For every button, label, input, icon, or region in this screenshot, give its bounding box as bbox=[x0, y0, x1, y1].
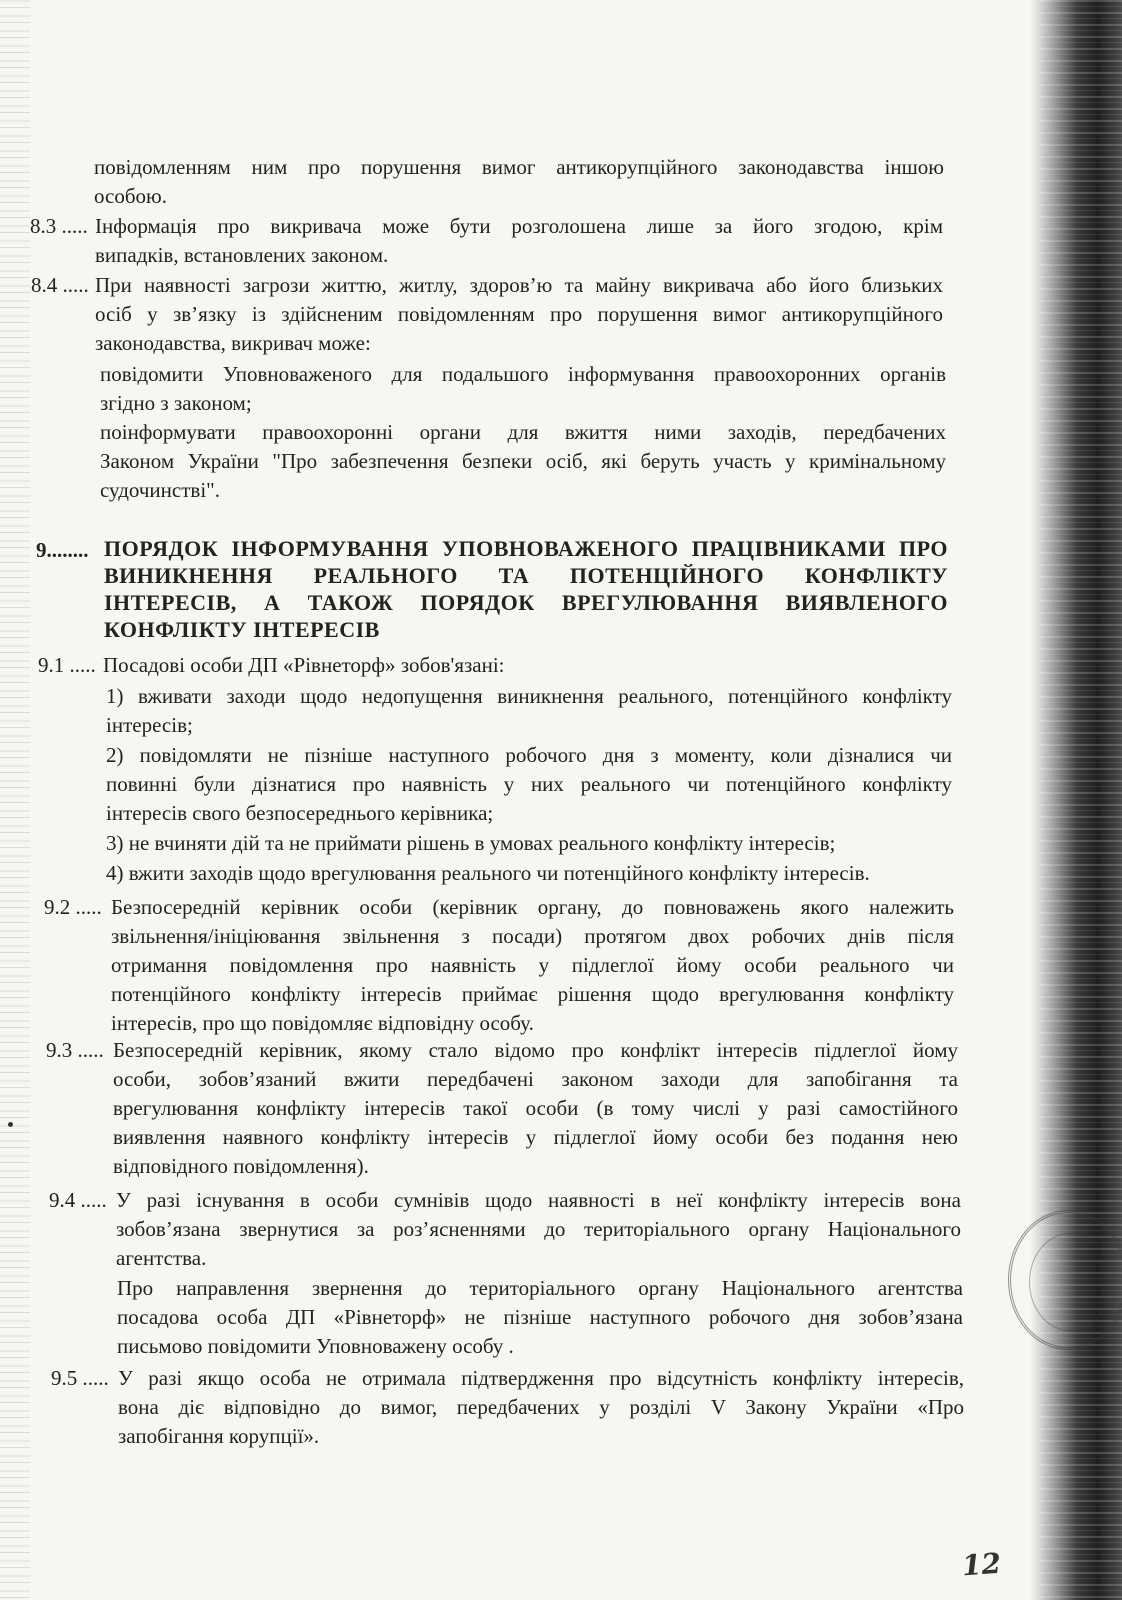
stamp-seal-inner bbox=[1029, 1233, 1111, 1331]
text-line: Безпосередній керівник, якому стало відомо про конфлікт інтересів підлеглої йому bbox=[113, 1038, 958, 1062]
text-line: інтересів; bbox=[106, 713, 193, 737]
scan-dot bbox=[8, 1122, 13, 1127]
text-line: 2) повідомляти не пізніше наступного робочого дня з моменту, коли дізналися чи bbox=[106, 743, 952, 767]
scan-edge-noise bbox=[0, 0, 30, 1600]
text-line: зобов’язана звернутися за роз’ясненнями до територіального органу Національного bbox=[116, 1217, 961, 1241]
clause-number: 9.5 ..... bbox=[51, 1366, 109, 1390]
text-line: 1) вживати заходи щодо недопущення виникнення реального, потенційного конфлікту bbox=[106, 684, 952, 708]
text-line: письмово повідомити Уповноважену особу . bbox=[117, 1334, 514, 1358]
text-line: випадків, встановлених законом. bbox=[95, 243, 389, 267]
text-line: посадова особа ДП «Рівнеторф» не пізніше наступного робочого дня зобов’язана bbox=[117, 1305, 963, 1329]
page-number: 12 bbox=[960, 1546, 1003, 1583]
text-line: агентства. bbox=[116, 1246, 207, 1270]
text-line: інтересів свого безпосереднього керівника; bbox=[106, 801, 494, 825]
text-line: У разі якщо особа не отримала підтвердження про відсутність конфлікту інтересів, bbox=[118, 1366, 964, 1390]
text-line: судочинстві". bbox=[100, 478, 220, 502]
text-line: згідно з законом; bbox=[100, 391, 252, 415]
text-line: виявлення наявного конфлікту інтересів у підлеглої йому особи без подання нею bbox=[113, 1125, 958, 1149]
section-heading: ВИНИКНЕННЯ РЕАЛЬНОГО ТА ПОТЕНЦІЙНОГО КОНФЛІКТУ bbox=[104, 563, 948, 588]
clause-number: 9.4 ..... bbox=[49, 1188, 107, 1212]
text-line: запобігання корупції». bbox=[118, 1424, 320, 1448]
section-heading: ІНТЕРЕСІВ, А ТАКОЖ ПОРЯДОК ВРЕГУЛЮВАННЯ ВИЯВЛЕНОГО bbox=[104, 590, 948, 615]
text-line: Посадові особи ДП «Рівнеторф» зобов'язані: bbox=[103, 653, 505, 677]
text-line: У разі існування в особи сумнівів щодо наявності в неї конфлікту інтересів вона bbox=[116, 1188, 961, 1212]
text-line: 3) не вчиняти дій та не приймати рішень в умовах реального конфлікту інтересів; bbox=[106, 831, 836, 855]
text-line: 4) вжити заходів щодо врегулювання реального чи потенційного конфлікту інтересів. bbox=[106, 861, 870, 885]
text-line: відповідного повідомлення). bbox=[113, 1154, 369, 1178]
section-heading: ПОРЯДОК ІНФОРМУВАННЯ УПОВНОВАЖЕНОГО ПРАЦІВНИКАМИ ПРО bbox=[104, 536, 948, 561]
section-number: 9........ bbox=[36, 538, 89, 562]
text-line: вона діє відповідно до вимог, передбачених у розділі V Закону України «Про bbox=[118, 1395, 964, 1419]
text-line: повідомленням ним про порушення вимог антикорупційного законодавства іншою bbox=[94, 155, 944, 179]
text-line: особою. bbox=[94, 184, 167, 208]
text-line: повідомити Уповноваженого для подальшого інформування правоохоронних органів bbox=[100, 362, 946, 386]
text-line: отримання повідомлення про наявність у підлеглої йому особи реального чи bbox=[111, 953, 954, 977]
stamp-seal bbox=[1008, 1210, 1122, 1350]
text-line: законодавства, викривач може: bbox=[95, 331, 371, 355]
text-line: Законом України "Про забезпечення безпеки осіб, які беруть участь у кримінальному bbox=[100, 449, 946, 473]
clause-number: 9.3 ..... bbox=[46, 1038, 104, 1062]
text-line: врегулювання конфлікту інтересів такої особи (в тому числі у разі самостійного bbox=[113, 1096, 958, 1120]
scan-binding-shadow bbox=[1040, 0, 1122, 1600]
text-line: При наявності загрози життю, житлу, здоров’ю та майну викривача або його близьких bbox=[95, 273, 943, 297]
section-heading: КОНФЛІКТУ ІНТЕРЕСІВ bbox=[104, 617, 380, 642]
text-line: Про направлення звернення до територіального органу Національного агентства bbox=[117, 1276, 963, 1300]
clause-number: 8.4 ..... bbox=[31, 273, 89, 297]
text-line: осіб у зв’язку із здійсненим повідомленням про порушення вимог антикорупційного bbox=[95, 302, 943, 326]
clause-number: 8.3 ..... bbox=[30, 214, 88, 238]
text-line: інтересів, про що повідомляє відповідну особу. bbox=[111, 1011, 534, 1035]
text-line: звільнення/ініціювання звільнення з посади) протягом двох робочих днів після bbox=[111, 924, 954, 948]
clause-number: 9.2 ..... bbox=[44, 895, 102, 919]
text-line: потенційного конфлікту інтересів приймає рішення щодо врегулювання конфлікту bbox=[111, 982, 954, 1006]
clause-number: 9.1 ..... bbox=[38, 653, 96, 677]
text-line: повинні були дізнатися про наявність у них реального чи потенційного конфлікту bbox=[106, 772, 952, 796]
text-line: поінформувати правоохоронні органи для вжиття ними заходів, передбачених bbox=[100, 420, 946, 444]
text-line: особи, зобов’язаний вжити передбачені законом заходи для запобігання та bbox=[113, 1067, 958, 1091]
text-line: Інформація про викривача може бути розголошена лише за його згодою, крім bbox=[95, 214, 943, 238]
text-line: Безпосередній керівник особи (керівник органу, до повноважень якого належить bbox=[111, 895, 954, 919]
